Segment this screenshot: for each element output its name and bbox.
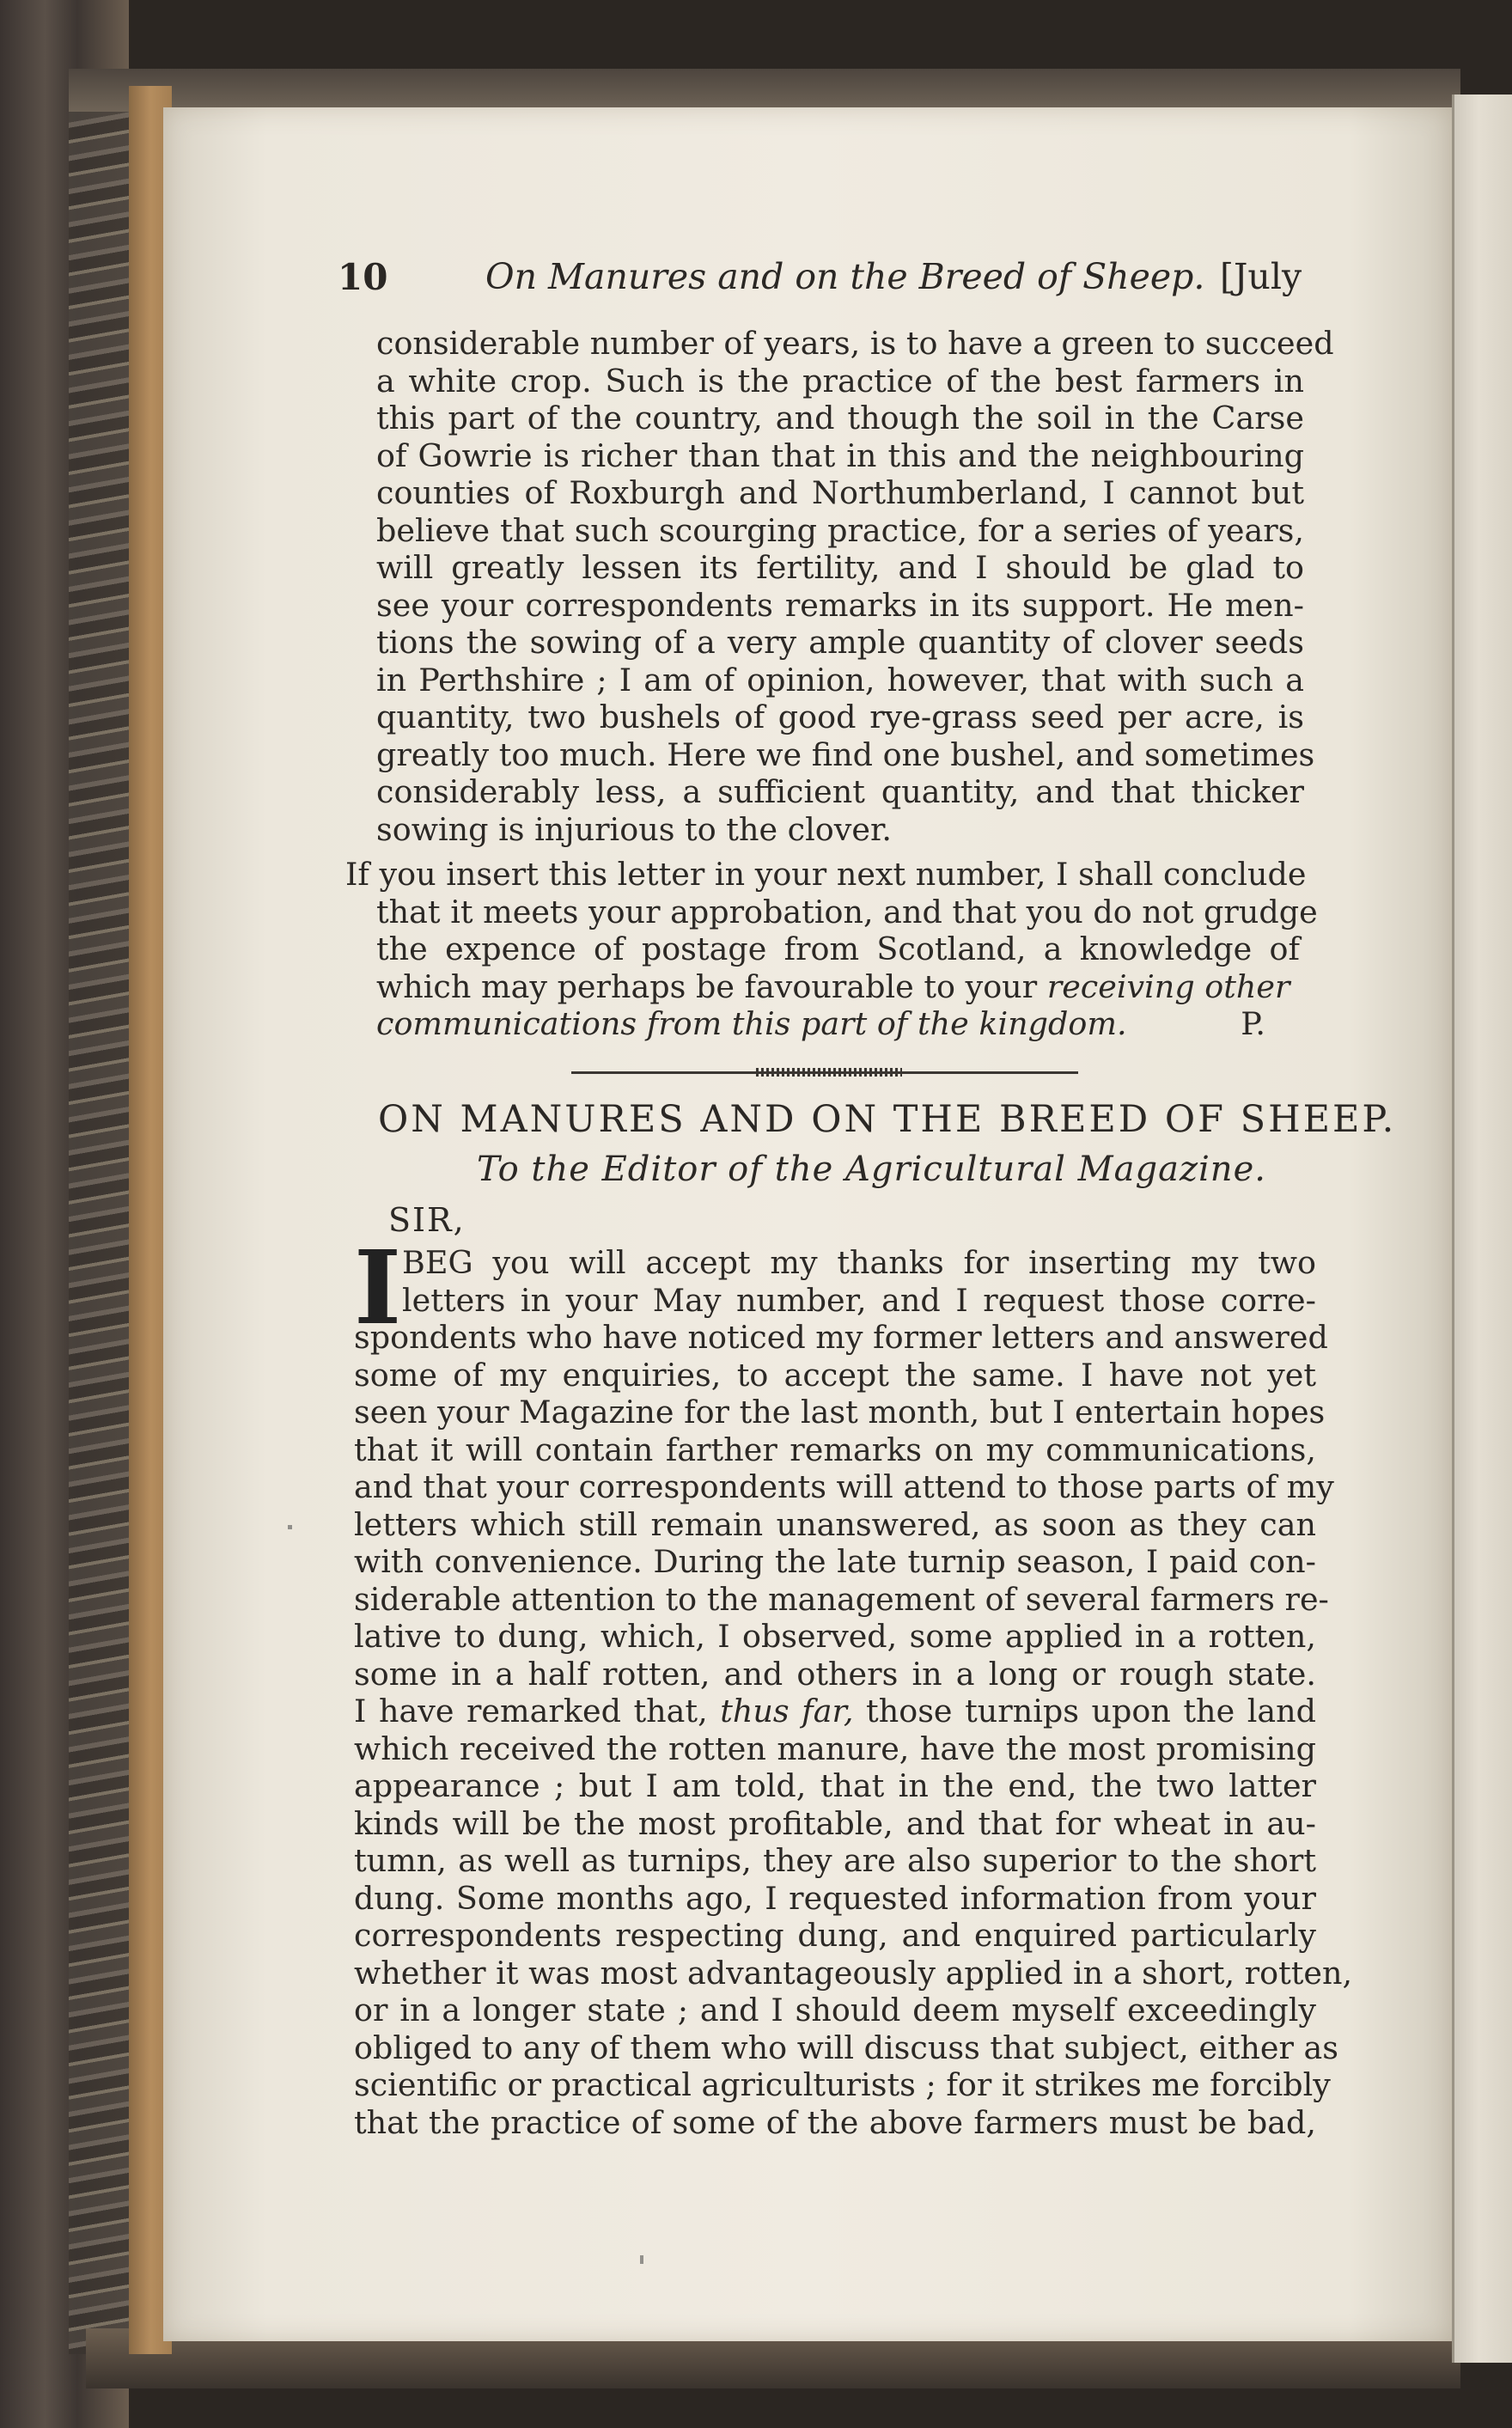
text-line: some of my enquiries, to accept the same. I have not yet: [354, 1356, 1316, 1394]
letter-one-closing: [345, 856, 1318, 1043]
text-line: correspondents respecting dung, and enquired particularly: [354, 1917, 1316, 1954]
article-addressee: To the Editor of the Agricultural Magazine.: [477, 1150, 1266, 1189]
text-line: [354, 1693, 1316, 1730]
text-fragment: I have remarked that,: [354, 1693, 708, 1729]
text-line: quantity, two bushels of good rye-grass seed per acre, is: [376, 699, 1304, 735]
text-line: counties of Roxburgh and Northumberland, I cannot but: [376, 474, 1304, 511]
text-line: [376, 1005, 1300, 1043]
page-speck: [640, 2255, 643, 2264]
text-line: with convenience. During the late turnip season, I paid con-: [354, 1543, 1316, 1580]
text-line: lative to dung, which, I observed, some applied in a rotten,: [354, 1618, 1316, 1655]
text-line: and that your correspondents will attend to those parts of my: [354, 1468, 1334, 1505]
text-line: letters in your May number, and I request those corre-: [402, 1281, 1316, 1319]
text-line: this part of the country, and though the soil in the Carse: [376, 400, 1304, 436]
italic-fragment: communications from this part of the kingdom.: [376, 1005, 1127, 1042]
article-heading: ON MANURES AND ON THE BREED OF SHEEP.: [378, 1098, 1397, 1141]
text-line: greatly too much. Here we find one bushel, and sometimes: [376, 735, 1315, 773]
letter-one-body: [376, 325, 1334, 848]
italic-fragment: thus far,: [720, 1693, 854, 1729]
text-line: believe that such scourging practice, for a series of years,: [376, 511, 1304, 549]
text-line: which received the rotten manure, have the most promising: [354, 1729, 1316, 1767]
text-line: seen your Magazine for the last month, but I entertain hopes: [354, 1394, 1326, 1431]
text-line: considerable number of years, is to have a green to succeed: [376, 325, 1334, 362]
text-line: see your correspondents remarks in its support. He men-: [376, 586, 1304, 624]
facing-page-edge: [1452, 95, 1512, 2363]
text-line: the expence of postage from Scotland, a knowledge of: [376, 930, 1300, 967]
text-line: BEG you will accept my thanks for inserting my two: [402, 1244, 1316, 1281]
text-line: or in a longer state ; and I should deem myself exceedingly: [354, 1992, 1316, 2028]
salutation: SIR,: [388, 1201, 466, 1239]
divider-ornament: [756, 1068, 902, 1077]
drop-cap: I: [354, 1228, 402, 1347]
marbled-board: [69, 77, 129, 2354]
text-line: appearance ; but I am told, that in the end, the two latter: [354, 1767, 1316, 1804]
italic-fragment: receiving other: [1046, 967, 1290, 1005]
text-line: that the practice of some of the above farmers must be bad,: [354, 2103, 1316, 2141]
signature: P.: [1241, 1005, 1265, 1042]
text-line: that it will contain farther remarks on my communications,: [354, 1431, 1316, 1468]
text-line: If you insert this letter in your next number, I shall conclude: [345, 856, 1307, 893]
text-line: considerably less, a sufficient quantity, and that thicker: [376, 773, 1304, 810]
text-line: scientific or practical agriculturists ; for it strikes me forcibly: [354, 2066, 1331, 2103]
text-line: kinds will be the most profitable, and that for wheat in au-: [354, 1804, 1316, 1842]
page-speck: [288, 1525, 292, 1529]
text-line: a white crop. Such is the practice of the best farmers in: [376, 362, 1304, 400]
text-line: [376, 968, 1300, 1006]
text-fragment: those turnips upon the land: [866, 1693, 1317, 1729]
text-line: tumn, as well as turnips, they are also superior to the short: [354, 1842, 1316, 1879]
text-line: of Gowrie is richer than that in this and the neighbouring: [376, 436, 1304, 474]
text-line: that it meets your approbation, and that you do not grudge: [376, 893, 1318, 930]
text-line: whether it was most advantageously applied in a short, rotten,: [354, 1954, 1353, 1992]
text-line: dung. Some months ago, I requested information from your: [354, 1879, 1316, 1917]
running-month: [July: [1220, 256, 1302, 297]
text-line: in Perthshire ; I am of opinion, however, that with such a: [376, 661, 1304, 699]
text-line: will greatly lessen its fertility, and I should be glad to: [376, 549, 1304, 586]
text-line: some in a half rotten, and others in a long or rough state.: [354, 1655, 1316, 1693]
book-cover-top: [69, 69, 1460, 112]
text-fragment: which may perhaps be favourable to your: [376, 967, 1038, 1005]
text-line: spondents who have noticed my former letters and answered: [354, 1319, 1328, 1356]
text-line: obliged to any of them who will discuss that subject, either as: [354, 2028, 1339, 2066]
running-title: On Manures and on the Breed of Sheep.: [485, 256, 1205, 297]
page-number: 10: [338, 256, 388, 298]
article-body: [354, 1244, 1353, 2141]
text-line: siderable attention to the management of several farmers re-: [354, 1580, 1329, 1618]
text-line: letters which still remain unanswered, as soon as they can: [354, 1505, 1316, 1543]
text-line: tions the sowing of a very ample quantity of clover seeds: [376, 624, 1304, 661]
text-line: sowing is injurious to the clover.: [376, 810, 893, 848]
